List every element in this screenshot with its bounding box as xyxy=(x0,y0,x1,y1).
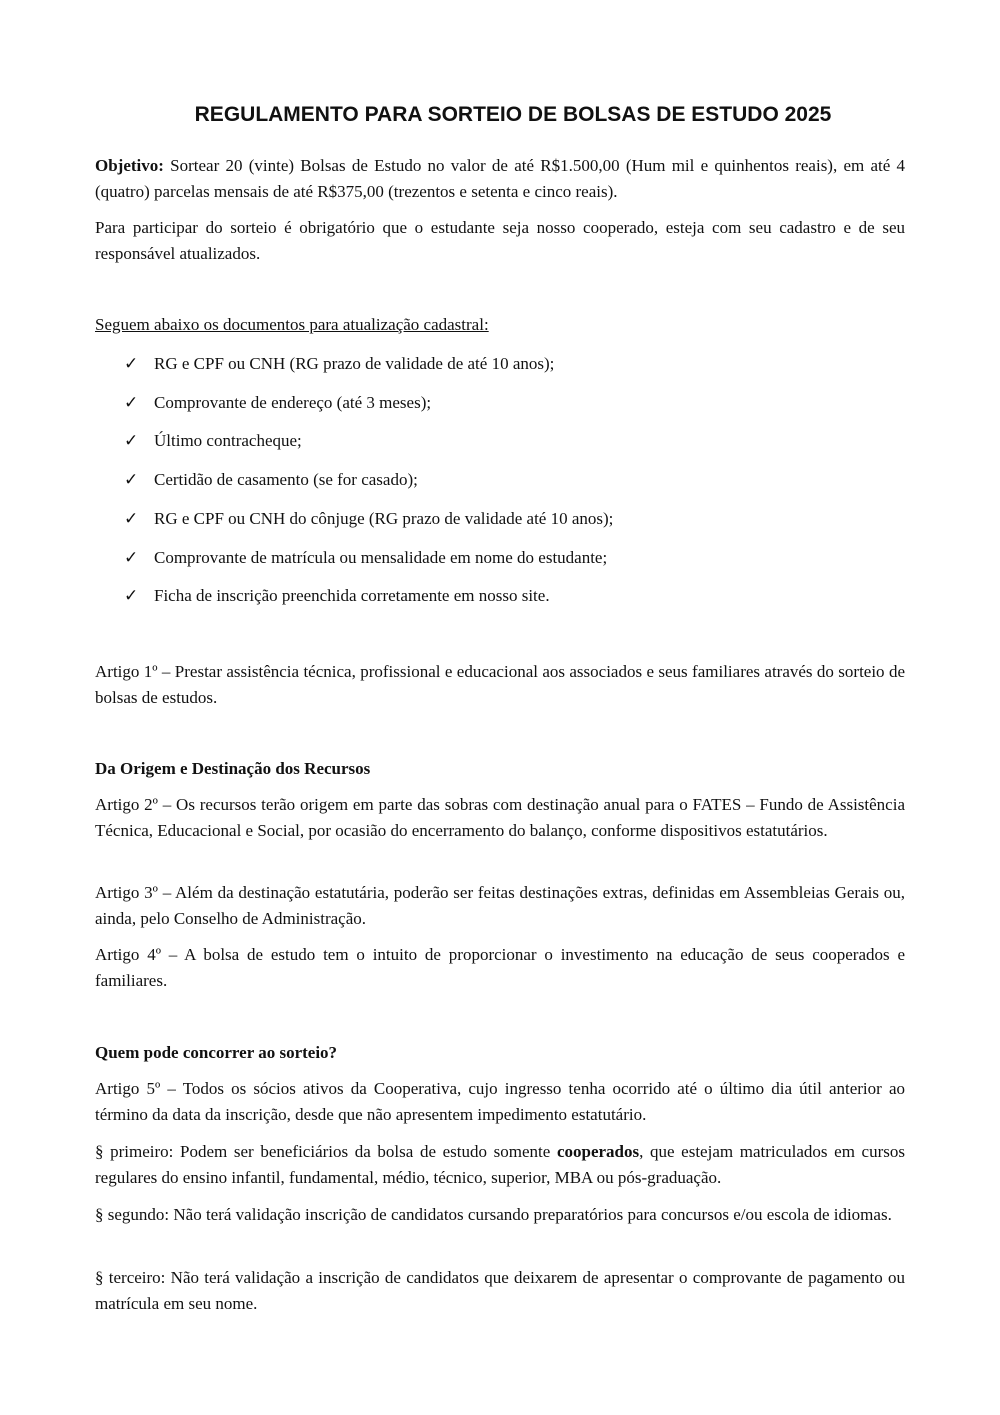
document-list-item-text: RG e CPF ou CNH (RG prazo de validade de até 10 anos); xyxy=(154,354,555,373)
paragraph-segundo: § segundo: Não terá validação inscrição de candidatos cursando preparatórios para concursos e/ou escola de idiomas. xyxy=(95,1205,892,1224)
document-list-item xyxy=(124,506,904,532)
artigo-5: Artigo 5º – Todos os sócios ativos da Cooperativa, cujo ingresso tenha ocorrido até o último dia útil anterior ao término da data da inscrição, desde que não apresentem impedimento estatutário. xyxy=(95,1079,905,1124)
check-icon: ✓ xyxy=(124,548,139,568)
document-list-item xyxy=(124,351,904,377)
document-list-item-text: Comprovante de endereço (até 3 meses); xyxy=(154,393,432,412)
artigo-2: Artigo 2º – Os recursos terão origem em parte das sobras com destinação anual para o FATES – Fundo de Assistência Técnica, Educacional e Social, por ocasião do encerramento do balanço, conforme dispositivos estatutários. xyxy=(95,795,905,840)
check-icon: ✓ xyxy=(124,586,139,606)
section-heading-resources: Da Origem e Destinação dos Recursos xyxy=(95,759,371,778)
paragraph-primeiro-emphasis: cooperados xyxy=(556,1142,640,1161)
document-list-item-text: Certidão de casamento (se for casado); xyxy=(154,470,418,489)
check-icon: ✓ xyxy=(124,393,139,413)
participation-paragraph: Para participar do sorteio é obrigatório que o estudante seja nosso cooperado, esteja com seu cadastro e de seu responsável atualizados. xyxy=(95,218,905,263)
document-list-item xyxy=(124,428,904,454)
artigo-4: Artigo 4º – A bolsa de estudo tem o intuito de proporcionar o investimento na educação de seus cooperados e familiares. xyxy=(95,945,905,990)
artigo-3: Artigo 3º – Além da destinação estatutária, poderão ser feitas destinações extras, definidas em Assembleias Gerais ou, ainda, pelo Conselho de Administração. xyxy=(95,883,905,928)
check-icon: ✓ xyxy=(124,470,139,490)
document-list-item-text: Ficha de inscrição preenchida corretamente em nosso site. xyxy=(154,586,550,605)
paragraph-primeiro-end: , que estejam matriculados em cursos regulares do ensino infantil, fundamental, médio, técnico, superior, MBA ou pós-graduação. xyxy=(95,1142,905,1187)
check-icon: ✓ xyxy=(124,431,139,451)
document-list-item xyxy=(124,583,904,609)
objective-label: Objetivo: xyxy=(95,156,164,175)
documents-heading: Seguem abaixo os documentos para atualização cadastral: xyxy=(95,315,489,334)
paragraph-terceiro: § terceiro: Não terá validação a inscrição de candidatos que deixarem de apresentar o comprovante de pagamento ou matrícula em seu nome. xyxy=(95,1268,905,1313)
objective-paragraph xyxy=(95,153,905,205)
section-heading-eligibility: Quem pode concorrer ao sorteio? xyxy=(95,1043,338,1062)
document-list-item-text: Último contracheque; xyxy=(154,431,302,450)
document-list-item xyxy=(124,545,904,571)
objective-text: Sortear 20 (vinte) Bolsas de Estudo no valor de até R$1.500,00 (Hum mil e quinhentos reais), em até 4 (quatro) parcelas mensais de até R$375,00 (trezentos e setenta e cinco reais). xyxy=(95,156,905,201)
document-list-item-text: Comprovante de matrícula ou mensalidade em nome do estudante; xyxy=(154,548,608,567)
artigo-1: Artigo 1º – Prestar assistência técnica, profissional e educacional aos associados e seus familiares através do sorteio de bolsas de estudos. xyxy=(95,662,905,707)
check-icon: ✓ xyxy=(124,354,139,374)
document-list-item-text: RG e CPF ou CNH do cônjuge (RG prazo de validade até 10 anos); xyxy=(154,509,614,528)
document-list-item xyxy=(124,390,904,416)
paragraph-primeiro-start: § primeiro: Podem ser beneficiários da bolsa de estudo somente xyxy=(95,1142,557,1161)
paragraph-primeiro xyxy=(95,1139,905,1191)
check-icon: ✓ xyxy=(124,509,139,529)
document-list-item xyxy=(124,467,904,493)
page-title: REGULAMENTO PARA SORTEIO DE BOLSAS DE ESTUDO 2025 xyxy=(194,103,832,126)
